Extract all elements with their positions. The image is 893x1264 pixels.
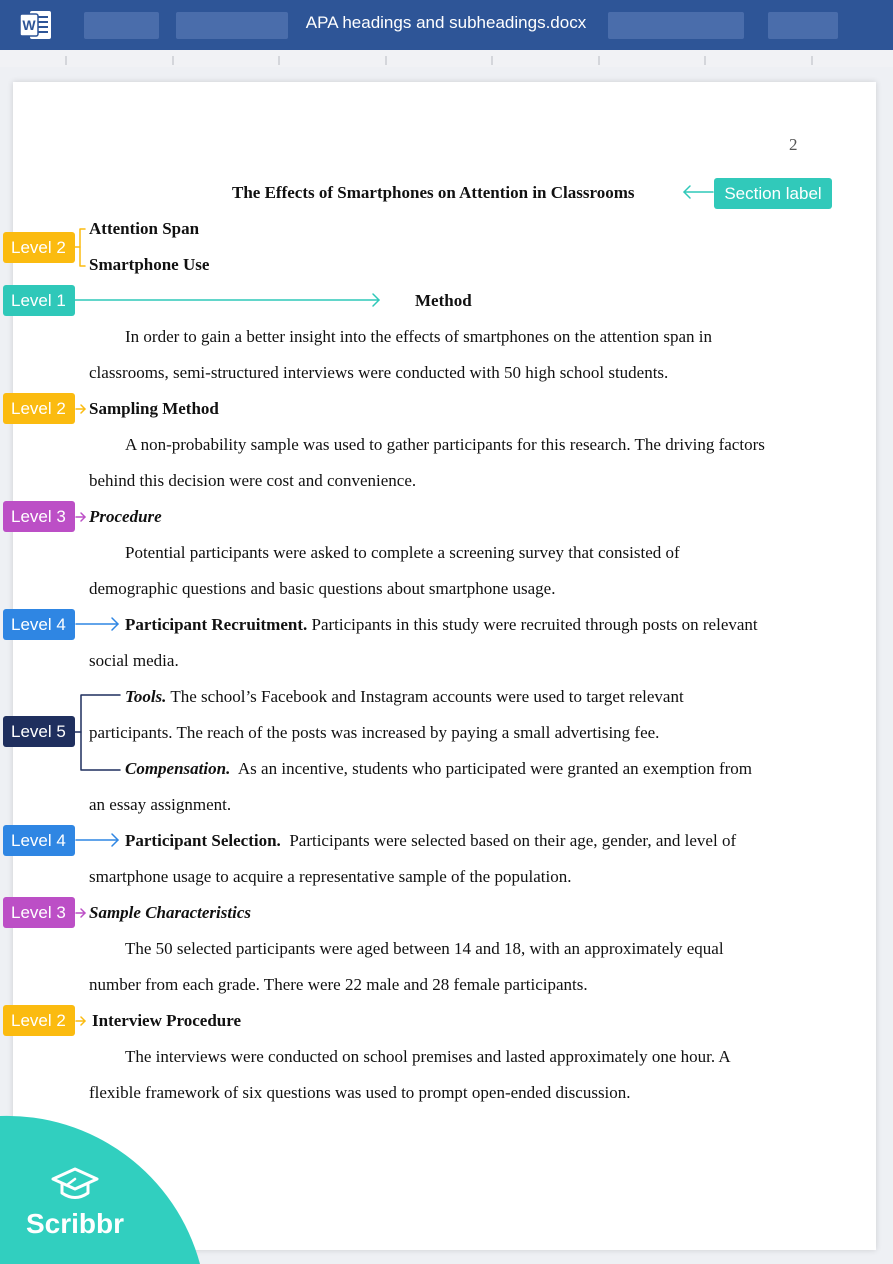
- paragraph-line: flexible framework of six questions was used to prompt open-ended discussion.: [89, 1083, 631, 1102]
- page-title: The Effects of Smartphones on Attention in Classrooms: [232, 183, 635, 202]
- paragraph-line: social media.: [89, 651, 179, 670]
- heading-attention-span: Attention Span: [89, 219, 200, 238]
- level-3-tag: Level 3: [3, 897, 75, 928]
- paragraph-line: In order to gain a better insight into the effects of smartphones on the attention span in: [125, 327, 712, 346]
- paragraph-line: smartphone usage to acquire a representative sample of the population.: [89, 867, 572, 886]
- paragraph-line: behind this decision were cost and convenience.: [89, 471, 417, 490]
- heading-interview-procedure: Interview Procedure: [92, 1011, 242, 1030]
- paragraph-line: A non-probability sample was used to gather participants for this research. The driving factors: [125, 435, 765, 454]
- inline-text: Participants were selected based on their age, gender, and level of: [289, 831, 737, 850]
- svg-text:W: W: [22, 17, 36, 33]
- paragraph-line: an essay assignment.: [89, 795, 232, 814]
- page-number: 2: [789, 135, 798, 154]
- paragraph-line: The 50 selected participants were aged between 14 and 18, with an approximately equal: [125, 939, 724, 958]
- paragraph-line: number from each grade. There were 22 male and 28 female participants.: [89, 975, 588, 994]
- heading-procedure: Procedure: [89, 507, 162, 526]
- level-4-tag: Level 4: [3, 825, 75, 856]
- level-2-tag: Level 2: [3, 1005, 75, 1036]
- heading-tools: Tools.: [125, 687, 167, 706]
- level-5-tag: Level 5: [3, 716, 75, 747]
- paragraph-line: The interviews were conducted on school premises and lasted approximately one hour. A: [125, 1047, 731, 1066]
- level-4-tag: Level 4: [3, 609, 75, 640]
- heading-sampling-method: Sampling Method: [89, 399, 219, 418]
- paragraph-line: demographic questions and basic questions about smartphone usage.: [89, 579, 556, 598]
- level-3-tag: Level 3: [3, 501, 75, 532]
- heading-participant-selection: Participant Selection.: [125, 831, 281, 850]
- heading-method: Method: [415, 291, 472, 310]
- document-title: APA headings and subheadings.docx: [305, 13, 587, 32]
- paragraph-line: participants. The reach of the posts was increased by paying a small advertising fee.: [89, 723, 660, 742]
- paragraph-line: Potential participants were asked to complete a screening survey that consisted of: [125, 543, 680, 562]
- heading-compensation: Compensation.: [125, 759, 231, 778]
- level-2-tag: Level 2: [3, 393, 75, 424]
- heading-sample-characteristics: Sample Characteristics: [89, 903, 251, 922]
- inline-text: As an incentive, students who participated were granted an exemption from: [237, 759, 752, 778]
- level-1-tag: Level 1: [3, 285, 75, 316]
- inline-text: The school’s Facebook and Instagram accounts were used to target relevant: [170, 687, 684, 706]
- heading-smartphone-use: Smartphone Use: [89, 255, 210, 274]
- scribbr-logo: Scribbr: [26, 1208, 125, 1239]
- paragraph-line: classrooms, semi-structured interviews were conducted with 50 high school students.: [89, 363, 669, 382]
- section-label-tag: Section label: [714, 178, 832, 209]
- graduation-cap-icon: [50, 1166, 100, 1206]
- inline-text: Participants in this study were recruited through posts on relevant: [311, 615, 758, 634]
- heading-participant-recruitment: Participant Recruitment.: [125, 615, 308, 634]
- level-2-tag: Level 2: [3, 232, 75, 263]
